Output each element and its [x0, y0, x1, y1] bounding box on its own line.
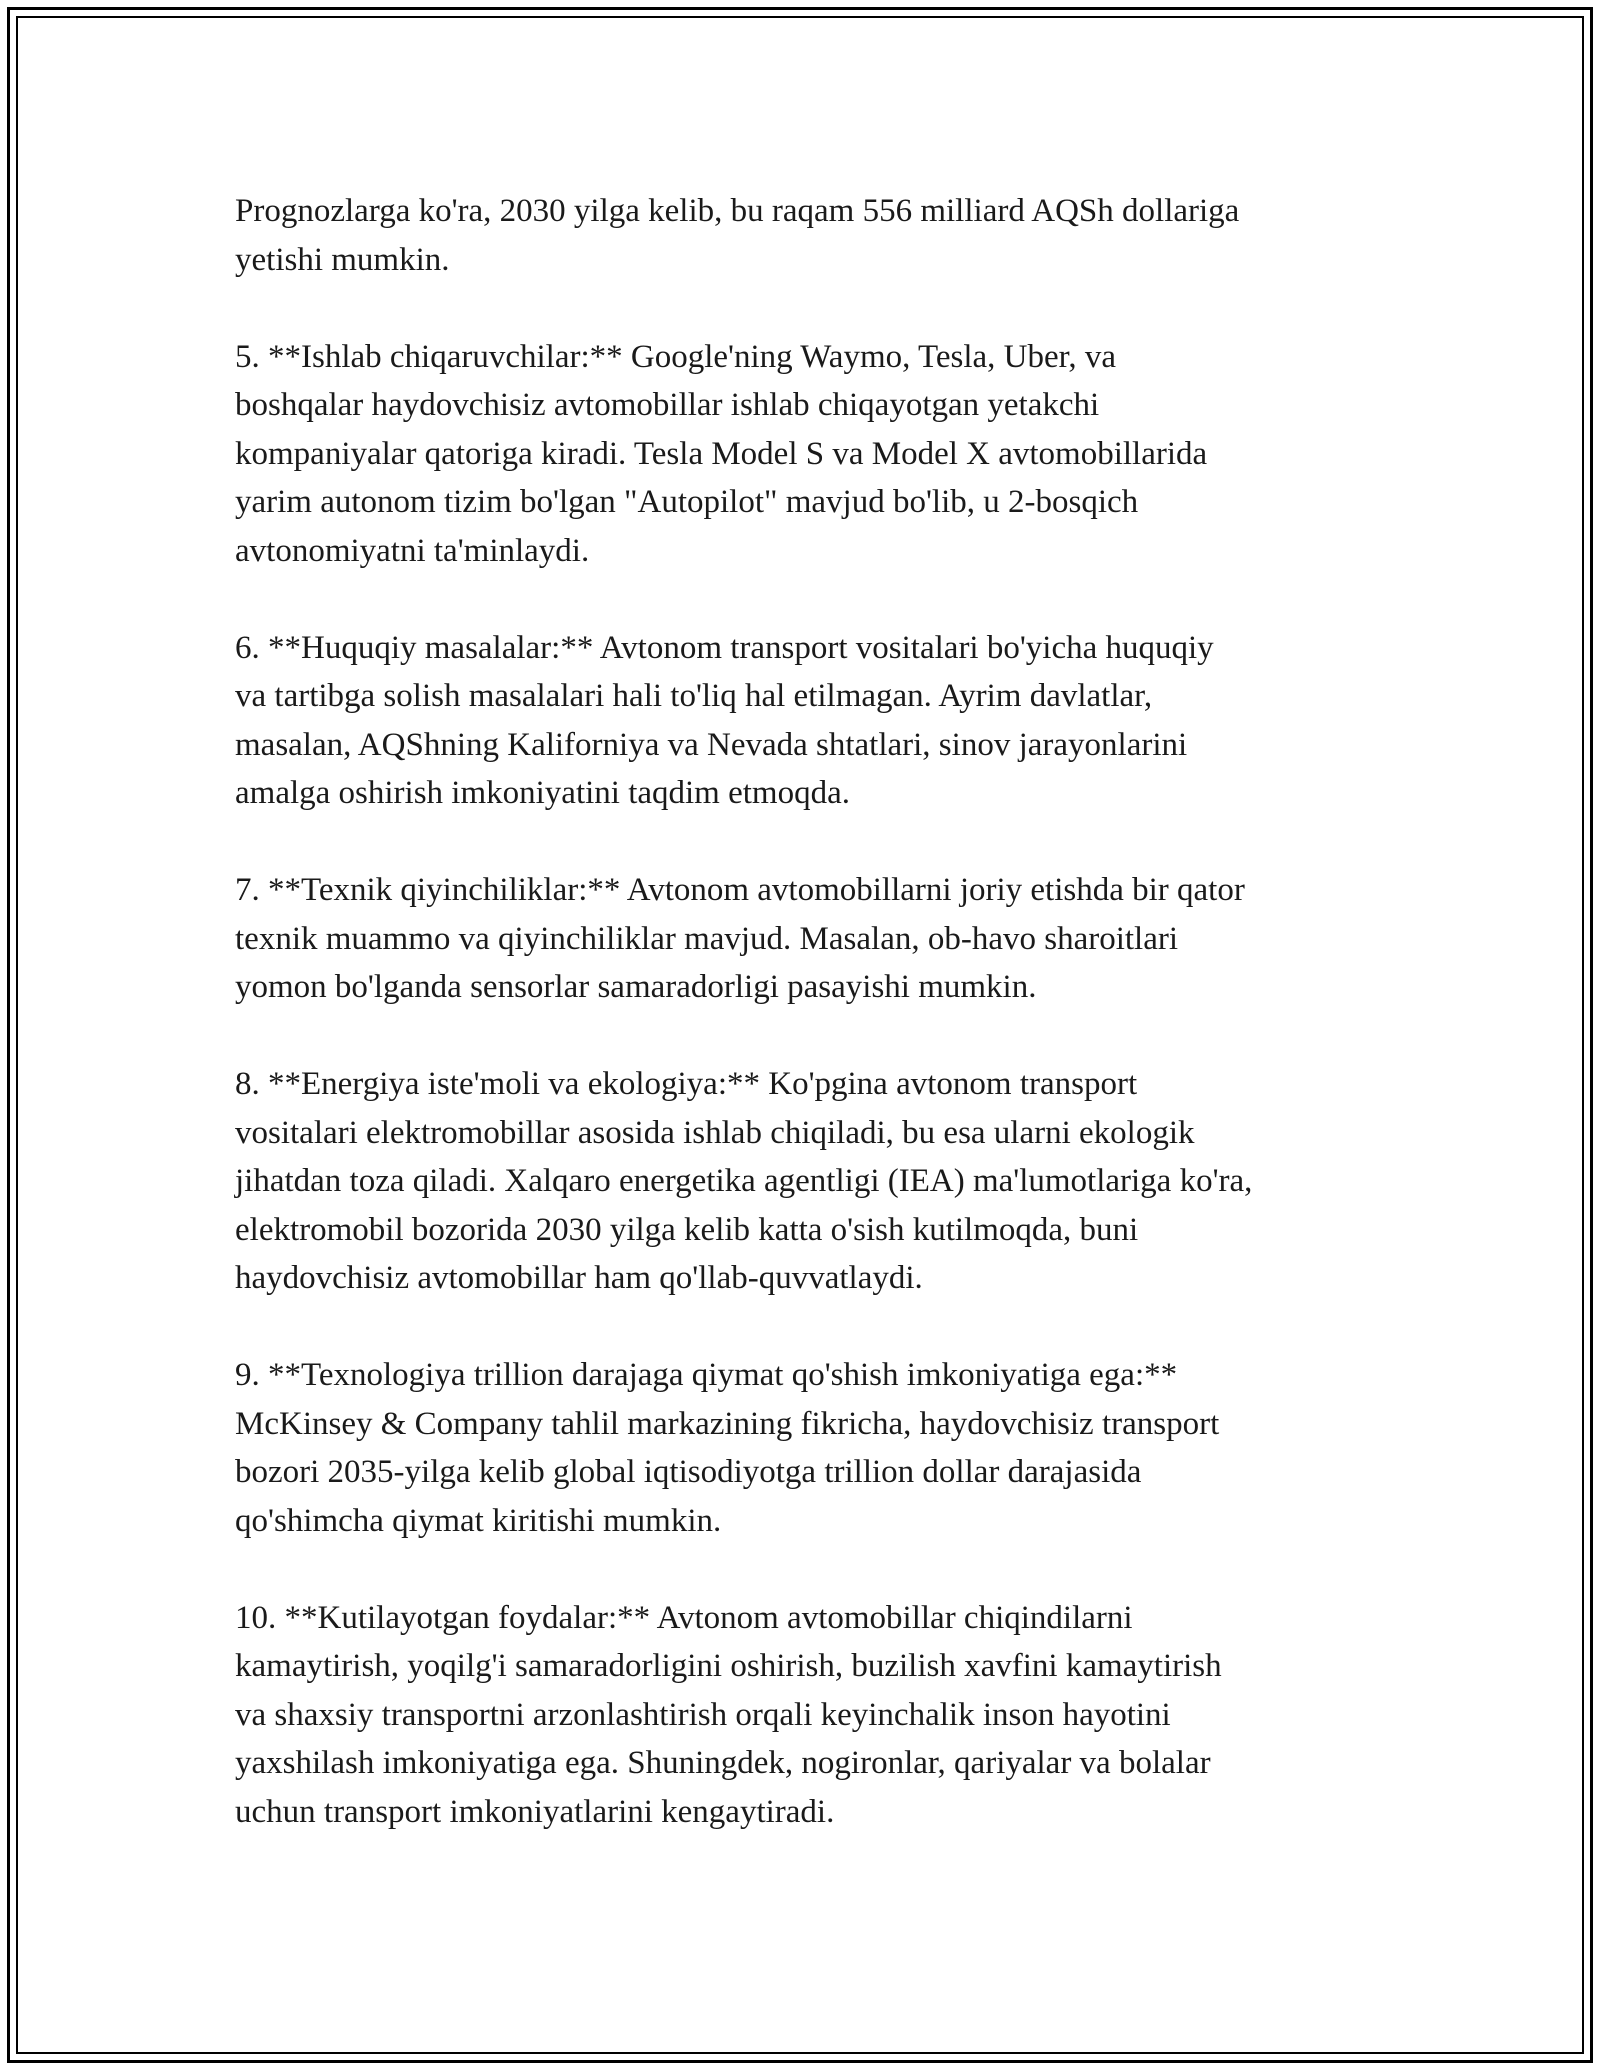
paragraph-intro: Prognozlarga ko'ra, 2030 yilga kelib, bu raqam 556 milliard AQSh dollariga yetishi mumkin.	[235, 193, 1240, 278]
paragraph-item-5: 5. **Ishlab chiqaruvchilar:** Google'ning Waymo, Tesla, Uber, va boshqalar haydovchisiz avtomobillar ishlab chiqayotgan yetakchi kompaniyalar qatoriga kiradi. Tesla Model S va Model X avtomobillarida yarim autonom tizim bo'lgan "Autopilot" mavjud bo'lib, u 2-bosqich avtonomiyatni ta'minlaydi.	[235, 338, 1208, 569]
paragraph-item-6: 6. **Huquqiy masalalar:** Avtonom transport vositalari bo'yicha huquqiy va tartibga solish masalalari hali to'liq hal etilmagan. Ayrim davlatlar, masalan, AQShning Kaliforniya va Nevada shtatlari, sinov jarayonlarini amalga oshirish imkoniyatini taqdim etmoqda.	[235, 629, 1214, 811]
document-body	[235, 187, 1375, 1885]
paragraph-item-8: 8. **Energiya iste'moli va ekologiya:** Ko'pgina avtonom transport vositalari elektromobillar asosida ishlab chiqiladi, bu esa ularni ekologik jihatdan toza qiladi. Xalqaro energetika agentligi (IEA) ma'lumotlariga ko'ra, elektromobil bozorida 2030 yilga kelib katta o'sish kutilmoqda, buni haydovchisiz avtomobillar ham qo'llab-quvvatlaydi.	[235, 1066, 1253, 1296]
paragraph-item-10: 10. **Kutilayotgan foydalar:** Avtonom avtomobillar chiqindilarni kamaytirish, yoqilg'i samaradorligini oshirish, buzilish xavfini kamaytirish va shaxsiy transportni arzonlashtirish orqali keyinchalik inson hayotini yaxshilash imkoniyatiga ega. Shuningdek, nogironlar, qariyalar va bolalar uchun transport imkoniyatlarini kengaytiradi.	[235, 1599, 1222, 1830]
paragraph-item-7: 7. **Texnik qiyinchiliklar:** Avtonom avtomobillarni joriy etishda bir qator texnik muammo va qiyinchiliklar mavjud. Masalan, ob-havo sharoitlari yomon bo'lganda sensorlar samaradorligi pasayishi mumkin.	[235, 872, 1245, 1005]
paragraph-item-9: 9. **Texnologiya trillion darajaga qiymat qo'shish imkoniyatiga ega:** McKinsey & Company tahlil markazining fikricha, haydovchisiz transport bozori 2035-yilga kelib global iqtisodiyotga trillion dollar darajasida qo'shimcha qiymat kiritishi mumkin.	[235, 1357, 1220, 1539]
